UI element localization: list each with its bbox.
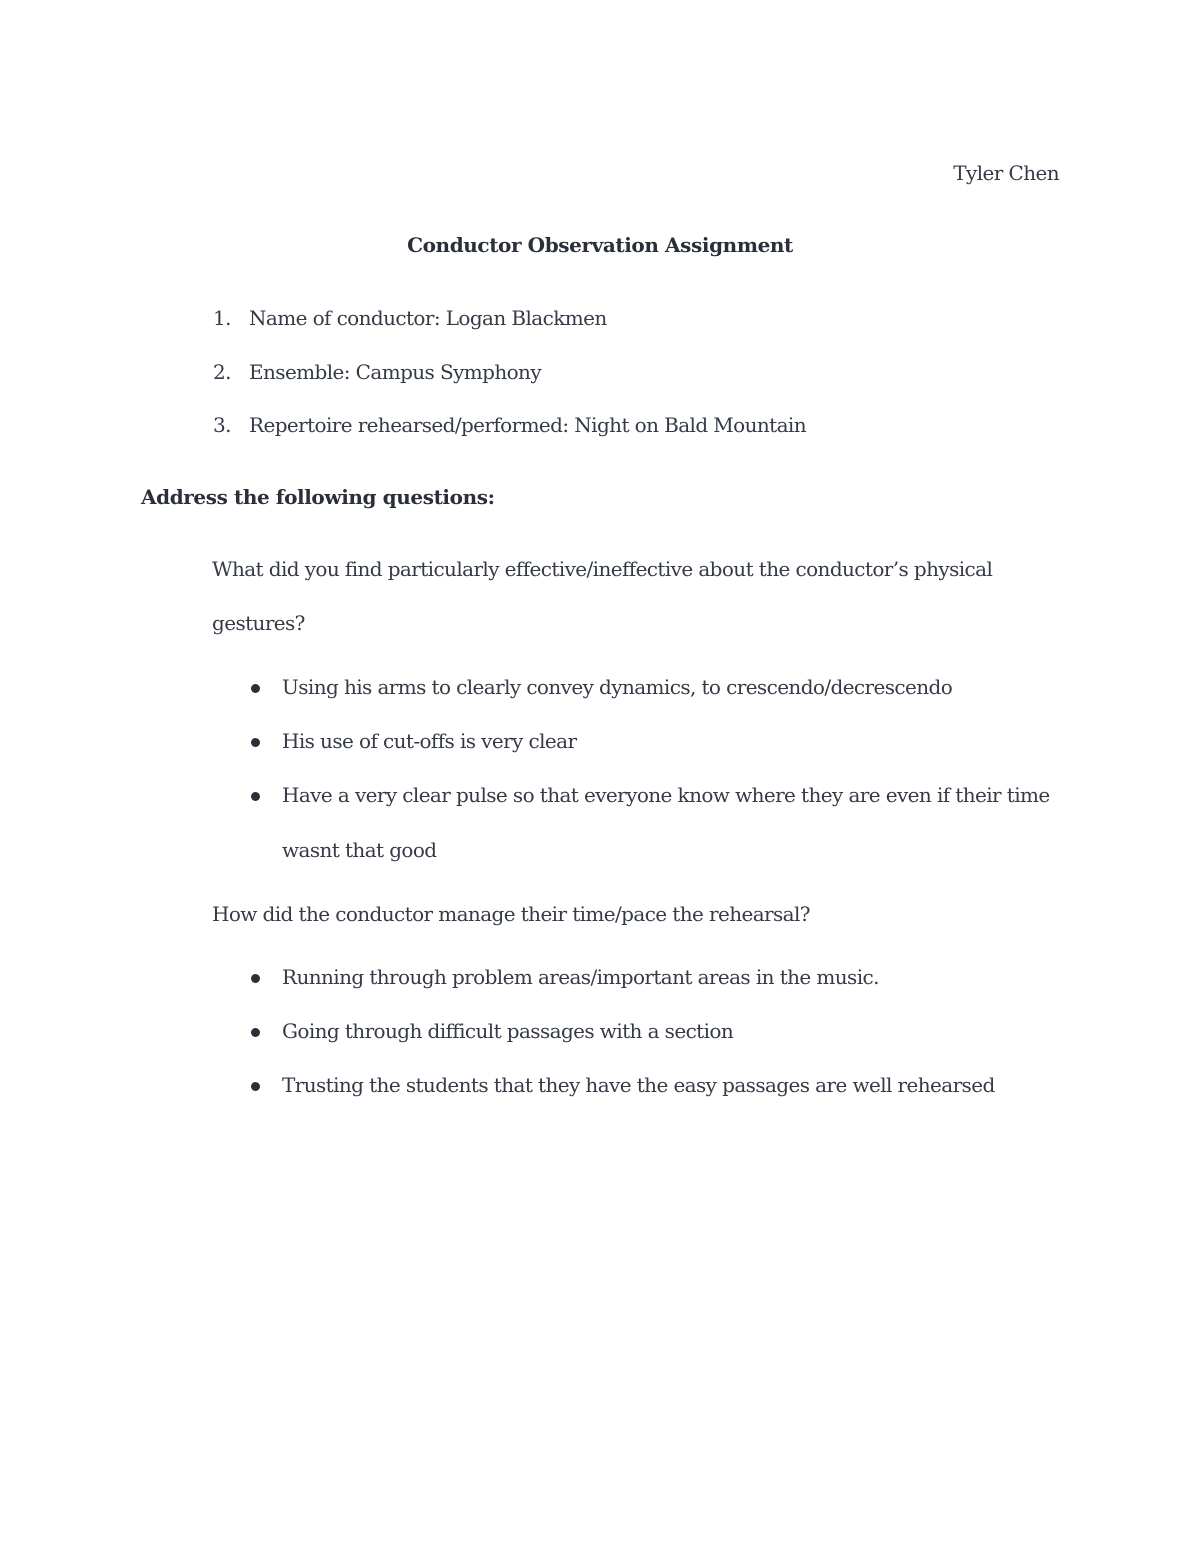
bullet-icon <box>251 1082 260 1091</box>
bullet-icon <box>251 792 260 801</box>
author-name: Tyler Chen <box>953 161 1059 185</box>
list-number: 2. <box>213 360 231 384</box>
question-text-line-1: What did you find particularly effective/ineffective about the conductor’s physical <box>212 557 993 581</box>
bullet-icon <box>251 974 260 983</box>
bullet-icon <box>251 738 260 747</box>
question-text-line-2: gestures? <box>212 611 305 635</box>
list-item-text: Running through problem areas/important areas in the music. <box>282 965 879 989</box>
bullet-icon <box>251 684 260 693</box>
list-item-text-line-1: Have a very clear pulse so that everyone know where they are even if their time <box>282 783 1050 807</box>
bullet-icon <box>251 1028 260 1037</box>
question-text: How did the conductor manage their time/pace the rehearsal? <box>212 902 810 926</box>
list-item-text-line-2: wasnt that good <box>282 838 437 862</box>
list-number: 3. <box>213 413 231 437</box>
list-number: 1. <box>213 306 231 330</box>
section-heading: Address the following questions: <box>141 485 495 509</box>
list-item-text: Using his arms to clearly convey dynamics, to crescendo/decrescendo <box>282 675 953 699</box>
list-item-text: Name of conductor: Logan Blackmen <box>249 306 607 330</box>
list-item-text: Repertoire rehearsed/performed: Night on Bald Mountain <box>249 413 807 437</box>
list-item-text: Going through difficult passages with a section <box>282 1019 734 1043</box>
list-item-text: Trusting the students that they have the easy passages are well rehearsed <box>282 1073 995 1097</box>
list-item-text: His use of cut-offs is very clear <box>282 729 577 753</box>
list-item-text: Ensemble: Campus Symphony <box>249 360 542 384</box>
document-title: Conductor Observation Assignment <box>407 233 793 257</box>
